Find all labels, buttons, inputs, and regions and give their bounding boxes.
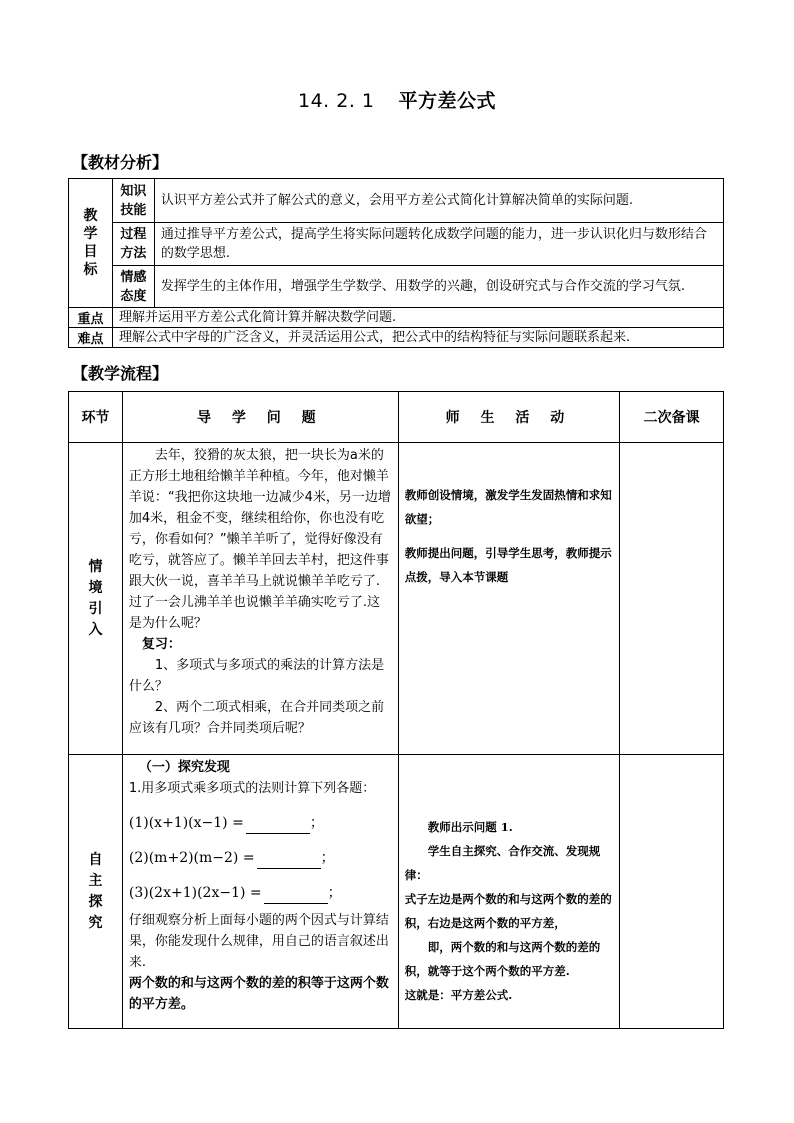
explore-part-title: （一）探究发现 <box>138 760 230 775</box>
flow-header-row <box>69 392 724 443</box>
review-question-2: 2、两个二项式相乘，在合并同类项之前应该有几项？合并同类项后呢？ <box>128 700 385 736</box>
goal-content: 认识平方差公式并了解公式的意义，会用平方差公式简化计算解决简单的实际问题. <box>154 179 723 223</box>
formula-2: (2)(m+2)(m−2) = ； <box>129 848 392 869</box>
intro-activity-2: 教师提出问题，引导学生思考，教师提示点拨，导入本节课题 <box>404 546 612 584</box>
header-activities: 师 生 活 动 <box>398 392 620 443</box>
formula-1: (1)(x+1)(x−1) = ； <box>129 813 392 834</box>
answer-blank-1[interactable] <box>246 833 310 834</box>
goal-content: 发挥学生的主体作用，增强学生学数学、用数学的兴趣，创设研究式与合作交流的学习气氛. <box>154 266 723 308</box>
keypoint-row <box>69 308 724 328</box>
difficulty-row <box>69 328 724 348</box>
goal-row-process <box>69 223 724 266</box>
explore-activities <box>398 755 620 1029</box>
difficulty-content: 理解公式中字母的广泛含义，并灵活运用公式，把公式中的结构特征与实际问题联系起来. <box>112 328 723 348</box>
section-number: 14. 2. 1 <box>297 90 375 112</box>
page-title <box>0 86 794 113</box>
header-stage: 环节 <box>69 392 123 443</box>
explore-notes <box>620 755 724 1029</box>
formula-3: (3)(2x+1)(2x−1) = ； <box>129 883 392 904</box>
answer-blank-2[interactable] <box>257 868 321 869</box>
stage-explore-label: 自主探究 <box>69 755 123 1029</box>
stage-intro-label: 情境引入 <box>69 443 123 755</box>
explore-activity-3: 式子左边是两个数的和与这两个数的差的积，右边是这两个数的平方差， <box>404 892 612 930</box>
intro-notes <box>620 443 724 755</box>
goal-row-knowledge <box>69 179 724 223</box>
intro-activities <box>398 443 620 755</box>
explore-activity-5: 这就是：平方差公式. <box>404 988 513 1002</box>
goals-label: 教学目标 <box>69 179 113 308</box>
flow-table <box>68 391 724 1029</box>
goal-row-attitude <box>69 266 724 308</box>
goal-label: 情感态度 <box>120 269 147 304</box>
goal-content: 通过推导平方差公式，提高学生将实际问题转化成数学问题的能力，进一步认识化归与数形结合的数学思想. <box>154 223 723 266</box>
keypoint-content: 理解并运用平方差公式化简计算并解决数学问题. <box>112 308 723 328</box>
header-questions: 导 学 问 题 <box>122 392 398 443</box>
explore-conclusion: 两个数的和与这两个数的差的积等于这两个数的平方差。 <box>128 976 389 1012</box>
explore-questions <box>122 755 398 1029</box>
review-label: 复习： <box>141 637 181 652</box>
intro-story: 去年，狡猾的灰太狼，把一块长为a米的正方形土地租给懒羊羊种植。今年，他对懒羊羊说：“我把你这块地一边减少4米，另一边增加4米，租金不变，继续租给你，你也没有吃亏，你看如何？”懒羊羊听了，觉得好像没有吃亏，就答应了。懒羊羊回去羊村，把这件事跟大伙一说，喜羊羊马上就说懒羊羊吃亏了.过了一会儿沸羊羊也说懒羊羊确实吃亏了.这是为什么呢？ <box>128 448 391 631</box>
explore-observe: 仔细观察分析上面每小题的两个因式与计算结果，你能发现什么规律，用自己的语言叙述出来. <box>128 913 389 970</box>
intro-questions <box>122 443 398 755</box>
goal-label: 知识技能 <box>120 183 147 218</box>
explore-activity-1: 教师出示问题 1. <box>427 820 513 834</box>
explore-activity-2: 学生自主探究、合作交流、发现规律： <box>404 844 601 882</box>
section-heading-analysis: 【教材分析】 <box>72 153 169 172</box>
flow-row-explore <box>69 755 724 1029</box>
review-question-1: 1、多项式与多项式的乘法的计算方法是什么？ <box>128 658 385 694</box>
difficulty-label: 难点 <box>69 328 113 348</box>
section-heading-flow: 【教学流程】 <box>72 364 169 383</box>
explore-task: 1.用多项式乘多项式的法则计算下列各题： <box>128 781 376 796</box>
header-notes: 二次备课 <box>620 392 724 443</box>
analysis-table <box>68 178 724 348</box>
answer-blank-3[interactable] <box>264 903 328 904</box>
intro-activity-1: 教师创设情境，激发学生发固热情和求知欲望； <box>404 488 612 526</box>
keypoint-label: 重点 <box>69 308 113 328</box>
explore-activity-4: 即，两个数的和与这两个数的差的积，就等于这个两个数的平方差. <box>404 940 601 978</box>
goal-label: 过程方法 <box>120 227 147 261</box>
flow-row-intro <box>69 443 724 755</box>
title-text: 平方差公式 <box>398 90 497 112</box>
